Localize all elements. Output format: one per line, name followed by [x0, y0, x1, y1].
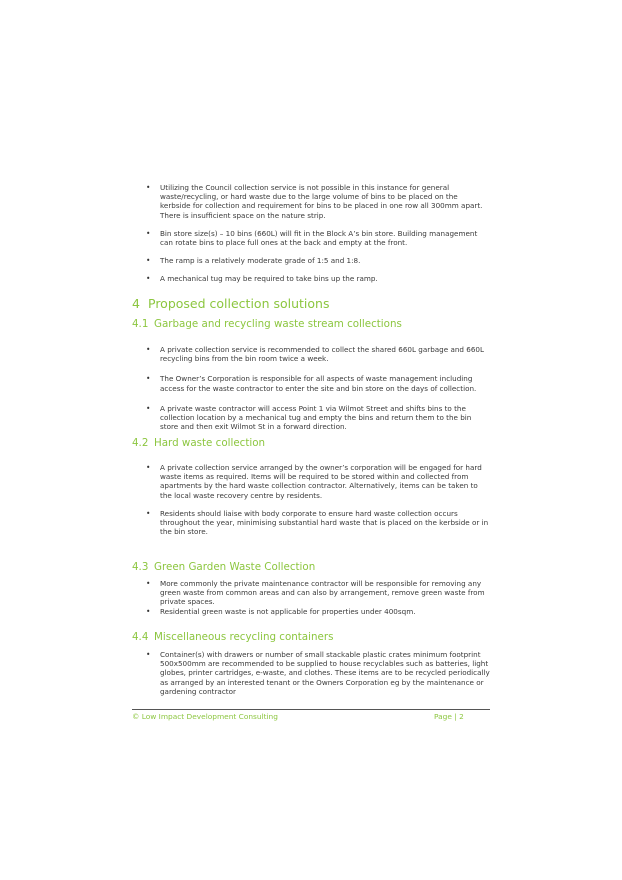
list-item: • The ramp is a relatively moderate grade of 1:5 and 1:8. — [146, 256, 490, 265]
section-4-1-bullet-list — [146, 345, 490, 431]
section-4-2-bullet-list — [146, 463, 490, 536]
section-title: Hard waste collection — [154, 437, 266, 449]
section-title: Proposed collection solutions — [148, 296, 330, 311]
section-number: 4.4 — [132, 631, 149, 643]
section-title: Miscellaneous recycling containers — [154, 631, 334, 643]
section-number: 4.1 — [132, 318, 149, 330]
section-4-3-heading — [132, 561, 315, 573]
list-item: • Residents should liaise with body corporate to ensure hard waste collection occurs throughout the year, minimising substantial hard waste that is placed on the kerbside or in the bin store. — [146, 509, 490, 537]
list-item: • Container(s) with drawers or number of small stackable plastic crates minimum footprint 500x500mm are recommended to be supplied to house recyclables such as batteries, light globes, printer cartridges, e-waste, and clothes. These items are to be recycled periodically as arranged by an interested tenant or the Owners Corporation eg by the maintenance or gardening contractor — [146, 650, 490, 696]
section-number: 4.2 — [132, 437, 149, 449]
list-item: • The Owner’s Corporation is responsible for all aspects of waste management including access for the waste contractor to enter the site and bin store on the days of collection. — [146, 374, 490, 392]
section-title: Garbage and recycling waste stream collections — [154, 318, 402, 330]
section-title: Green Garden Waste Collection — [154, 561, 316, 573]
footer-divider — [132, 709, 490, 710]
section-4-4-heading — [132, 631, 333, 643]
footer-copyright: © Low Impact Development Consulting — [132, 712, 278, 721]
list-item: • Utilizing the Council collection service is not possible in this instance for general waste/recycling, or hard waste due to the large volume of bins to be placed on the kerbside for collection and requirement for bins to be placed in one row all 300mm apart. There is insufficient space on the nature strip. — [146, 183, 490, 220]
list-item: • A mechanical tug may be required to take bins up the ramp. — [146, 274, 490, 283]
section-number: 4.3 — [132, 561, 149, 573]
section-4-1-heading — [132, 318, 402, 330]
list-item: • Bin store size(s) – 10 bins (660L) will fit in the Block A’s bin store. Building management can rotate bins to place full ones at the back and empty at the front. — [146, 229, 490, 247]
section-number: 4 — [132, 296, 140, 311]
list-item: • A private collection service is recommended to collect the shared 660L garbage and 660L recycling bins from the bin room twice a week. — [146, 345, 490, 363]
section-4-4-bullet-list — [146, 650, 490, 696]
list-item: • A private waste contractor will access Point 1 via Wilmot Street and shifts bins to the collection location by a mechanical tug and empty the bins and return them to the bin store and then exit Wilmot St in a forward direction. — [146, 404, 490, 432]
intro-bullet-list — [146, 183, 490, 284]
section-4-heading — [132, 296, 329, 311]
list-item: • A private collection service arranged by the owner’s corporation will be engaged for hard waste items as required. Items will be required to be stored within and collected from apartments by the hard waste collection contractor. Alternatively, items can be taken to the local waste recovery centre by residents. — [146, 463, 490, 500]
list-item: • More commonly the private maintenance contractor will be responsible for removing any green waste from common areas and can also by arrangement, remove green waste from private spaces. — [146, 579, 490, 607]
section-4-3-bullet-list — [146, 579, 490, 616]
list-item: • Residential green waste is not applicable for properties under 400sqm. — [146, 607, 490, 616]
footer-page-number: Page | 2 — [434, 712, 464, 721]
section-4-2-heading — [132, 437, 265, 449]
